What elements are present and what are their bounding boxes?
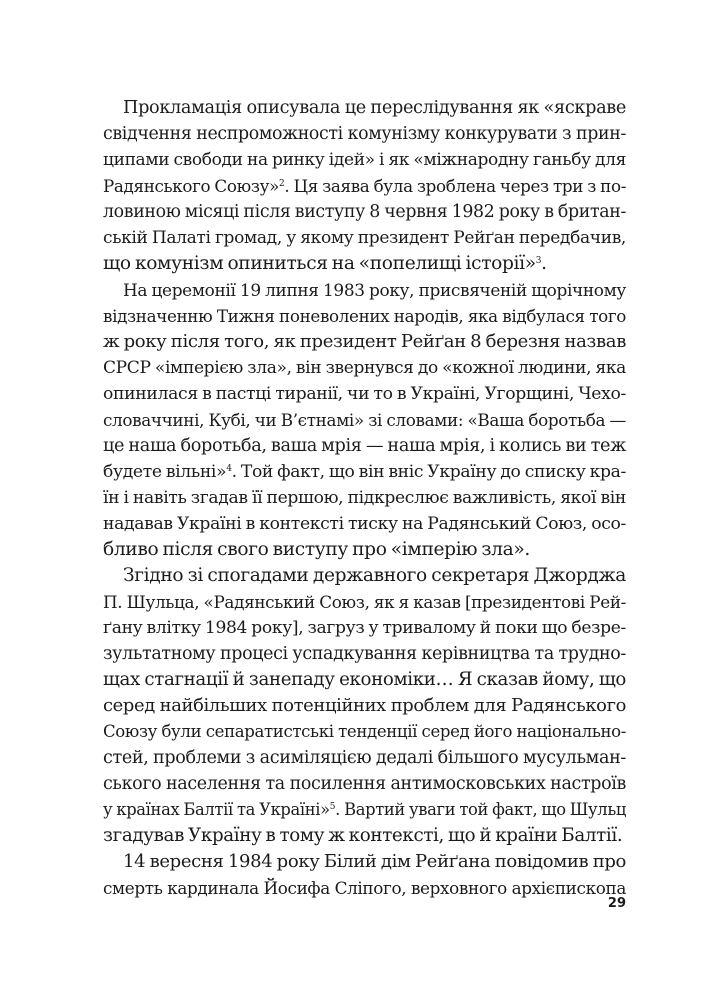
line-text: . Ця заява була зроблена через три з по- — [284, 176, 626, 196]
text-line — [103, 175, 626, 197]
text-line — [103, 799, 626, 821]
line-text: . Той факт, що він вніс Україну до списку кра- — [231, 462, 626, 482]
line-text: серед найбільших потенційних проблем для Радянського — [103, 695, 626, 716]
text-line — [103, 149, 626, 171]
line-text: свідчення неспроможності комунізму конкурувати з прин- — [103, 124, 626, 144]
line-text: відзначенню Тижня поневолених народів, яка відбулася того — [103, 306, 626, 326]
text-line — [123, 97, 626, 119]
text-line — [103, 825, 626, 847]
line-text: Згідно зі спогадами державного секретаря Джорджа — [123, 565, 626, 586]
footnote-marker: 4 — [226, 464, 232, 474]
line-text: смерть кардинала Йосифа Сліпого, верховного архієпископа — [103, 878, 626, 898]
text-line — [103, 331, 626, 353]
text-line — [103, 539, 626, 561]
text-line — [123, 565, 626, 587]
line-text: СРСР «імперією зла», він звернувся до «кожної людини, яка — [103, 358, 626, 378]
page-number: 29 — [607, 896, 626, 911]
line-text: Радянського Союзу» — [103, 176, 279, 196]
line-text: ципами свободи на ринку ідей» і як «міжнародну ганьбу для — [103, 150, 626, 170]
line-text: опинилася в пастці тиранії, чи то в Україні, Угорщині, Чехо- — [103, 384, 626, 404]
text-line — [103, 253, 626, 275]
text-line — [103, 227, 626, 249]
footnote-marker: 5 — [329, 802, 336, 812]
line-text: бливо після свого виступу про «імперію зла». — [103, 539, 530, 560]
line-text: 14 вересня 1984 року Білий дім Рейґана повідомив про — [123, 851, 626, 872]
text-line — [103, 643, 626, 665]
line-text: зультатному процесі успадкування керівництва та трудно- — [103, 644, 626, 664]
text-line — [103, 591, 626, 613]
text-line — [103, 409, 626, 431]
line-text: ського населення та посилення антимосковських настроїв — [103, 774, 626, 794]
line-text: П. Шульца, «Радянський Союз, як я казав [президентові Рей- — [103, 592, 626, 612]
text-line — [103, 357, 626, 379]
text-line — [103, 669, 626, 691]
line-text: На церемонії 19 липня 1983 року, присвяченій щорічному — [123, 280, 626, 300]
line-text: ловиною місяці після виступу 8 червня 1982 року в британ- — [103, 202, 626, 222]
text-line — [103, 747, 626, 769]
line-text: стей, проблеми з асиміляцією дедалі більшого мусульман- — [103, 748, 626, 768]
line-text: . — [541, 253, 547, 274]
text-line — [103, 487, 626, 509]
line-text: згадував Україну в тому ж контексті, що й країни Балтії. — [103, 825, 623, 846]
text-line — [103, 201, 626, 223]
line-text: що комунізм опиниться на «попелищі історії» — [103, 253, 536, 274]
footnote-marker: 3 — [535, 256, 542, 266]
line-text: Союзу були сепаратистські тенденції серед його національно- — [103, 722, 626, 741]
text-line — [103, 305, 626, 327]
line-text: це наша боротьба, ваша мрія — наша мрія, і колись ви теж — [103, 436, 626, 456]
text-line — [103, 383, 626, 405]
line-text: ж року після того, як президент Рейґан 8 березня назвав — [103, 331, 626, 352]
line-text: Прокламація описувала це переслідування як «яскраве — [123, 98, 626, 118]
text-line — [103, 513, 626, 535]
line-text: їн і навіть згадав її першою, підкреслює важливість, якої він — [103, 488, 626, 508]
text-line — [103, 721, 626, 743]
text-line — [103, 773, 626, 795]
line-text: . Вартий уваги той факт, що Шульц — [335, 800, 626, 819]
text-line — [103, 617, 626, 639]
text-line — [123, 851, 626, 873]
text-line — [103, 877, 626, 899]
text-line — [103, 123, 626, 145]
text-line — [103, 435, 626, 457]
text-line — [103, 695, 626, 717]
line-text: будете вільні» — [103, 462, 227, 482]
line-text: ській Палаті громад, у якому президент Рейґан передбачив, — [103, 228, 626, 248]
line-text: словаччині, Кубі, чи В’єтнамі» зі словами: «Ваша боротьба — — [103, 410, 626, 430]
text-line — [103, 461, 626, 483]
text-line — [123, 279, 626, 301]
footnote-marker: 2 — [278, 179, 285, 189]
line-text: надавав Україні в контексті тиску на Радянський Союз, осо- — [103, 514, 626, 534]
line-text: ґану влітку 1984 року], загруз у тривалому й поки що безре- — [103, 618, 626, 638]
line-text: щах стагнації й занепаду економіки… Я сказав йому, що — [103, 669, 626, 690]
line-text: у країнах Балтії та Україні» — [103, 800, 330, 819]
